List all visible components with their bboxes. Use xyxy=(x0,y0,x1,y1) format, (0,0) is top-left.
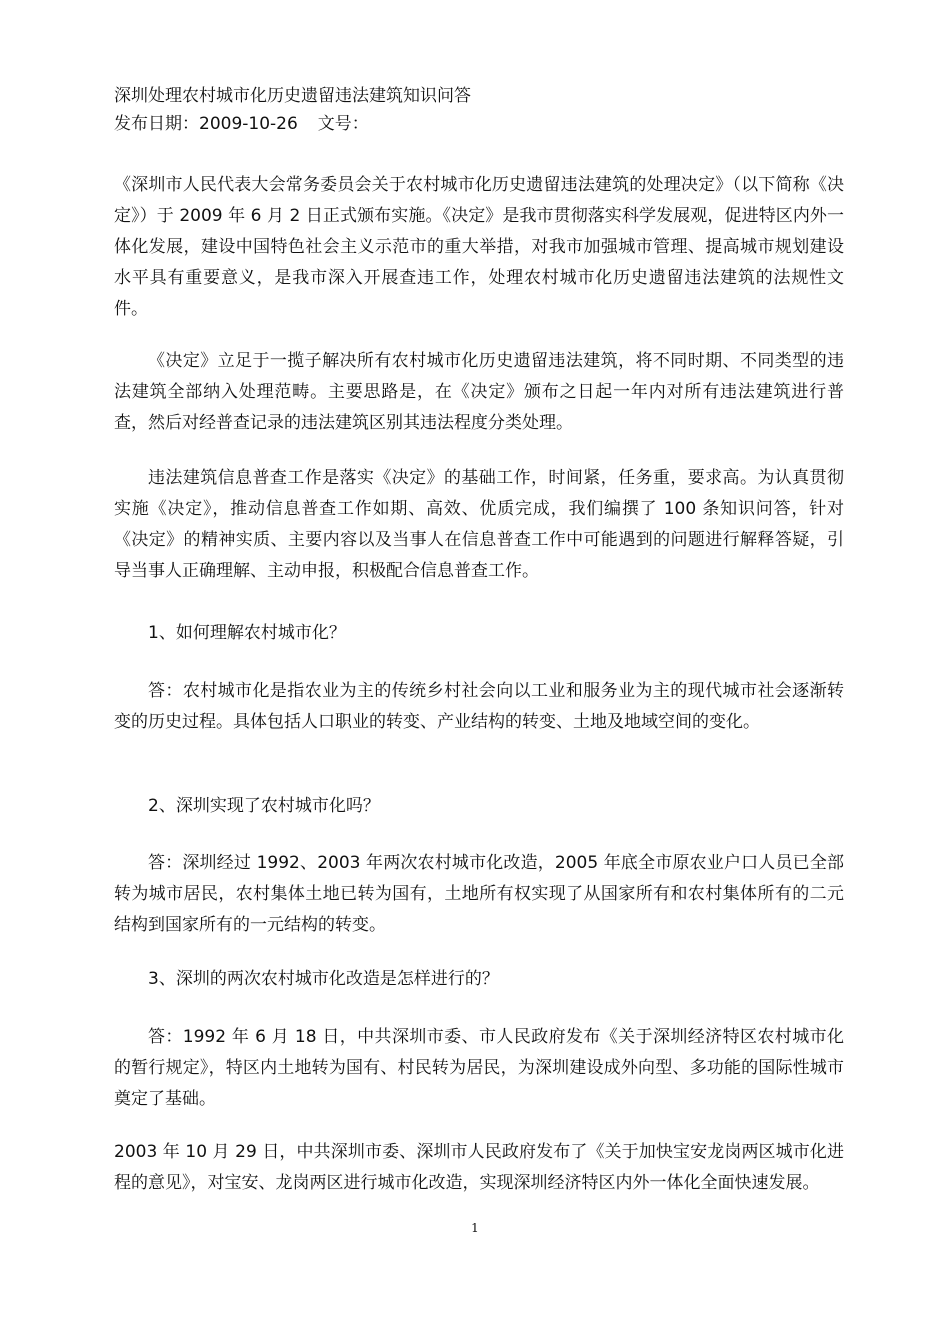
intro-paragraph: 《决定》立足于一揽子解决所有农村城市化历史遗留违法建筑，将不同时期、不同类型的违法建筑全部纳入处理范畴。主要思路是，在《决定》颁布之日起一年内对所有违法建筑进行普查，然后对经普查记录的违法建筑区别其违法程度分类处理。 xyxy=(114,351,844,433)
doc-number-label: 文号： xyxy=(317,114,369,134)
intro-paragraph: 违法建筑信息普查工作是落实《决定》的基础工作，时间紧，任务重，要求高。为认真贯彻实施《决定》，推动信息普查工作如期、高效、优质完成，我们编撰了 100 条知识问答，针对《决定》的精神实质、主要内容以及当事人在信息普查工作中可能遇到的问题进行解释答疑，引导当事人正确理解、主动申报，积极配合信息普查工作。 xyxy=(114,468,844,581)
intro-paragraph: 《深圳市人民代表大会常务委员会关于农村城市化历史遗留违法建筑的处理决定》（以下简称《决定》）于 2009 年 6 月 2 日正式颁布实施。《决定》是我市贯彻落实科学发展观，促进特区内外一体化发展，建设中国特色社会主义示范市的重大举措，对我市加强城市管理、提高城市规划建设水平具有重要意义，是我市深入开展查违工作，处理农村城市化历史遗留违法建筑的法规性文件。 xyxy=(114,175,844,319)
publish-info xyxy=(114,110,844,138)
publish-date: 2009-10-26 xyxy=(199,114,298,134)
document-header xyxy=(114,82,844,138)
question-heading: 1、如何理解农村城市化？ xyxy=(148,623,346,643)
answer-paragraph: 答：1992 年 6 月 18 日，中共深圳市委、市人民政府发布《关于深圳经济特区农村城市化的暂行规定》，特区内土地转为国有、村民转为居民，为深圳建设成外向型、多功能的国际性城市奠定了基础。 xyxy=(114,1027,844,1109)
question-heading: 2、深圳实现了农村城市化吗？ xyxy=(148,796,380,816)
page-number: 1 xyxy=(471,1221,479,1235)
question-heading: 3、深圳的两次农村城市化改造是怎样进行的？ xyxy=(148,969,499,989)
publish-date-label: 发布日期： xyxy=(114,114,199,134)
document-title: 深圳处理农村城市化历史遗留违法建筑知识问答 xyxy=(114,86,471,106)
answer-continuation-paragraph: 2003 年 10 月 29 日，中共深圳市委、深圳市人民政府发布了《关于加快宝安龙岗两区城市化进程的意见》，对宝安、龙岗两区进行城市化改造，实现深圳经济特区内外一体化全面快速发展。 xyxy=(114,1142,844,1193)
answer-paragraph: 答：深圳经过 1992、2003 年两次农村城市化改造，2005 年底全市原农业户口人员已全部转为城市居民，农村集体土地已转为国有，土地所有权实现了从国家所有和农村集体所有的二元结构到国家所有的一元结构的转变。 xyxy=(114,853,844,935)
answer-paragraph: 答：农村城市化是指农业为主的传统乡村社会向以工业和服务业为主的现代城市社会逐渐转变的历史过程。具体包括人口职业的转变、产业结构的转变、土地及地域空间的变化。 xyxy=(114,681,844,732)
